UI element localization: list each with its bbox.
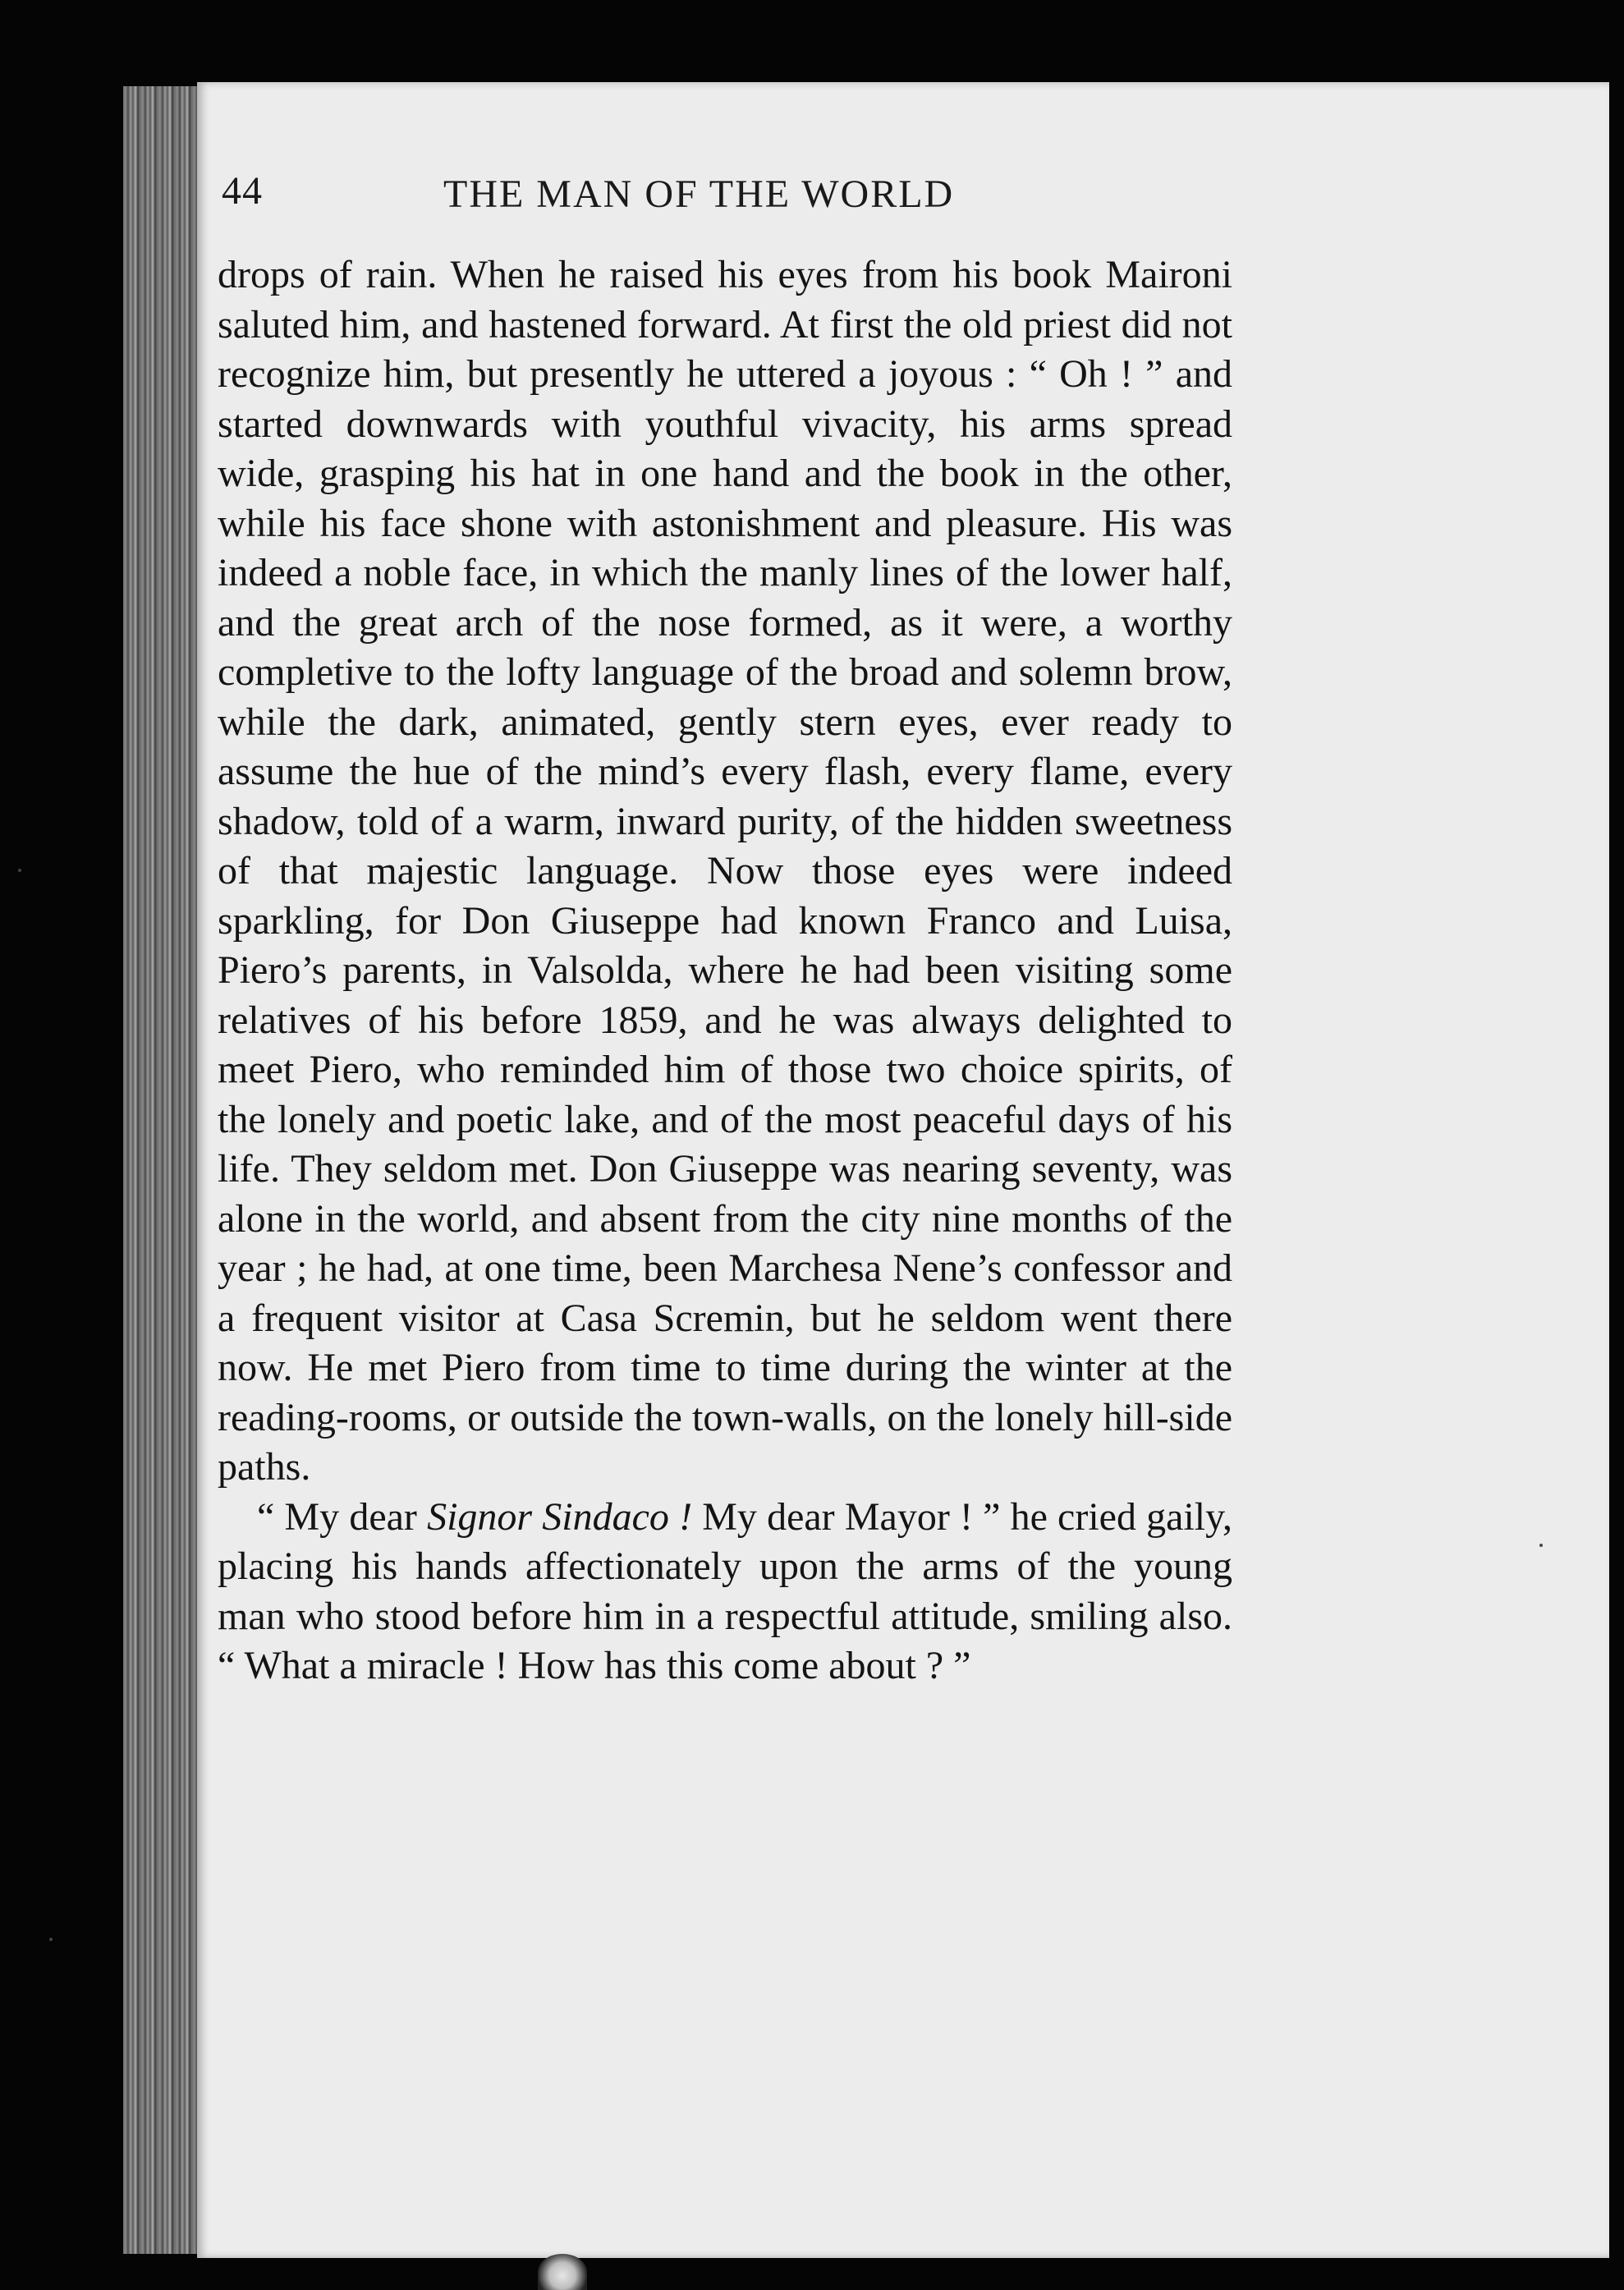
library-stamp-icon (538, 2254, 587, 2290)
page-header (222, 168, 1232, 226)
paragraph-dialogue (218, 1493, 1232, 1691)
dust-speck (1539, 1544, 1543, 1547)
paragraph: drops of rain. When he raised his eyes from his book Maironi saluted him, and hastened forward. At first the old priest did not recognize him, but presently he uttered a joyous : “ Oh ! ” and started downwards with youthful vivacity, his arms spread wide, grasping his hat in one hand and the book in the other, while his face shone with astonishment and pleasure. His was indeed a noble face, in which the manly lines of the lower half, and the great arch of the nose formed, as it were, a worthy completive to the lofty language of the broad and solemn brow, while the dark, animated, gently stern eyes, ever ready to assume the hue of the mind’s every flash, every flame, every shadow, told of a warm, inward purity, of the hidden sweetness of that majestic language. Now those eyes were indeed sparkling, for Don Giuseppe had known Franco and Luisa, Piero’s parents, in Valsolda, where he had been visiting some relatives of his before 1859, and he was always delighted to meet Piero, who reminded him of those two choice spirits, of the lonely and poetic lake, and of the most peaceful days of his life. They seldom met. Don Giuseppe was nearing seventy, was alone in the world, and absent from the city nine months of the year ; he had, at one time, been Marchesa Nene’s confessor and a frequent visitor at Casa Scremin, but he seldom went there now. He met Piero from time to time during the winter at the reading-rooms, or outside the town-walls, on the lonely hill-side paths. (218, 253, 1232, 1489)
page-number: 44 (222, 169, 263, 213)
italic-phrase: Signor Sindaco ! (427, 1494, 693, 1539)
dust-speck (18, 869, 21, 872)
body-text (218, 250, 1232, 1691)
dialogue-rest: My dear Mayor ! ” he cried gaily, placing his hands affectionately upon the arms of the young man who stood before him in a respectful attitude, smiling also. “ What a miracle ! How has this come about ? ” (218, 1494, 1233, 1687)
dust-speck (49, 1938, 53, 1941)
running-title: THE MAN OF THE WORLD (443, 172, 955, 216)
dialogue-open: “ My dear (257, 1494, 428, 1539)
page-edge-stack (123, 86, 205, 2254)
